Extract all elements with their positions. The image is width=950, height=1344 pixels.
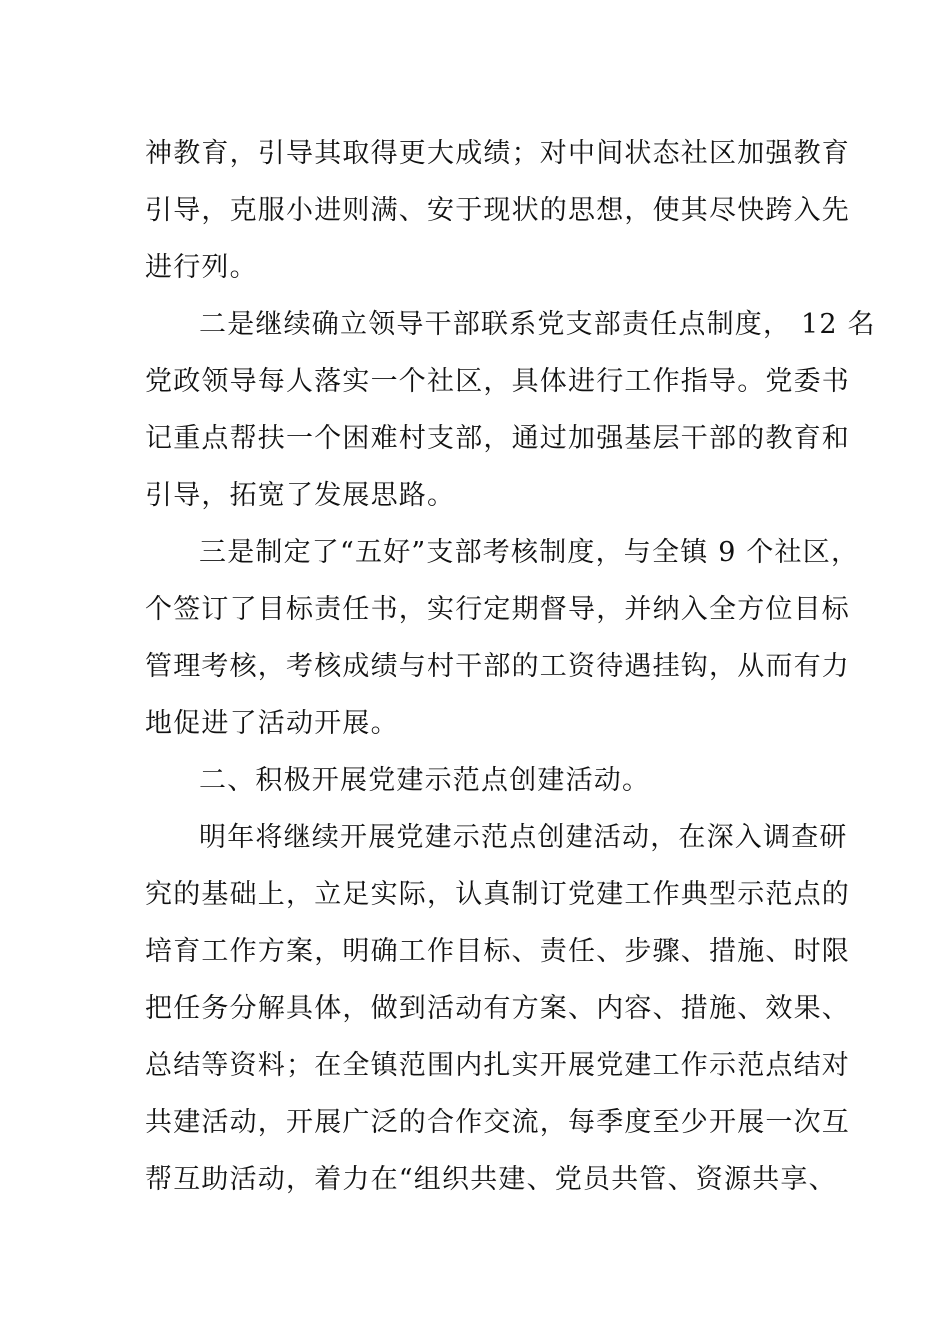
text-line: 共建活动，开展广泛的合作交流，每季度至少开展一次互	[145, 1107, 850, 1138]
text-line: 管理考核，考核成绩与村干部的工资待遇挂钩，从而有力	[145, 651, 850, 682]
text-line: 帮互助活动，着力在“组织共建、党员共管、资源共享、	[145, 1164, 837, 1195]
text-line: 党政领导每人落实一个社区，具体进行工作指导。党委书	[145, 366, 850, 397]
text-line: 把任务分解具体，做到活动有方案、内容、措施、效果、	[145, 993, 850, 1024]
text-line: 引导，克服小进则满、安于现状的思想，使其尽快跨入先	[145, 195, 850, 226]
text-line: 总结等资料；在全镇范围内扎实开展党建工作示范点结对	[145, 1050, 850, 1081]
paragraph-start-line: 二是继续确立领导干部联系党支部责任点制度， 12 名	[199, 309, 876, 340]
text-line: 个签订了目标责任书，实行定期督导，并纳入全方位目标	[145, 594, 850, 625]
text-line: 神教育，引导其取得更大成绩；对中间状态社区加强教育	[145, 138, 850, 169]
text-line: 地促进了活动开展。	[145, 708, 399, 739]
paragraph-start-line: 三是制定了“五好”支部考核制度，与全镇 9 个社区，	[199, 537, 860, 568]
paragraph-start-line: 明年将继续开展党建示范点创建活动，在深入调查研	[199, 822, 848, 853]
text-line: 引导，拓宽了发展思路。	[145, 480, 456, 511]
text-line: 究的基础上，立足实际，认真制订党建工作典型示范点的	[145, 879, 850, 910]
text-line: 记重点帮扶一个困难村支部，通过加强基层干部的教育和	[145, 423, 850, 454]
text-line: 进行列。	[145, 252, 258, 283]
section-heading: 二、积极开展党建示范点创建活动。	[199, 765, 651, 796]
text-line: 培育工作方案，明确工作目标、责任、步骤、措施、时限	[145, 936, 850, 967]
